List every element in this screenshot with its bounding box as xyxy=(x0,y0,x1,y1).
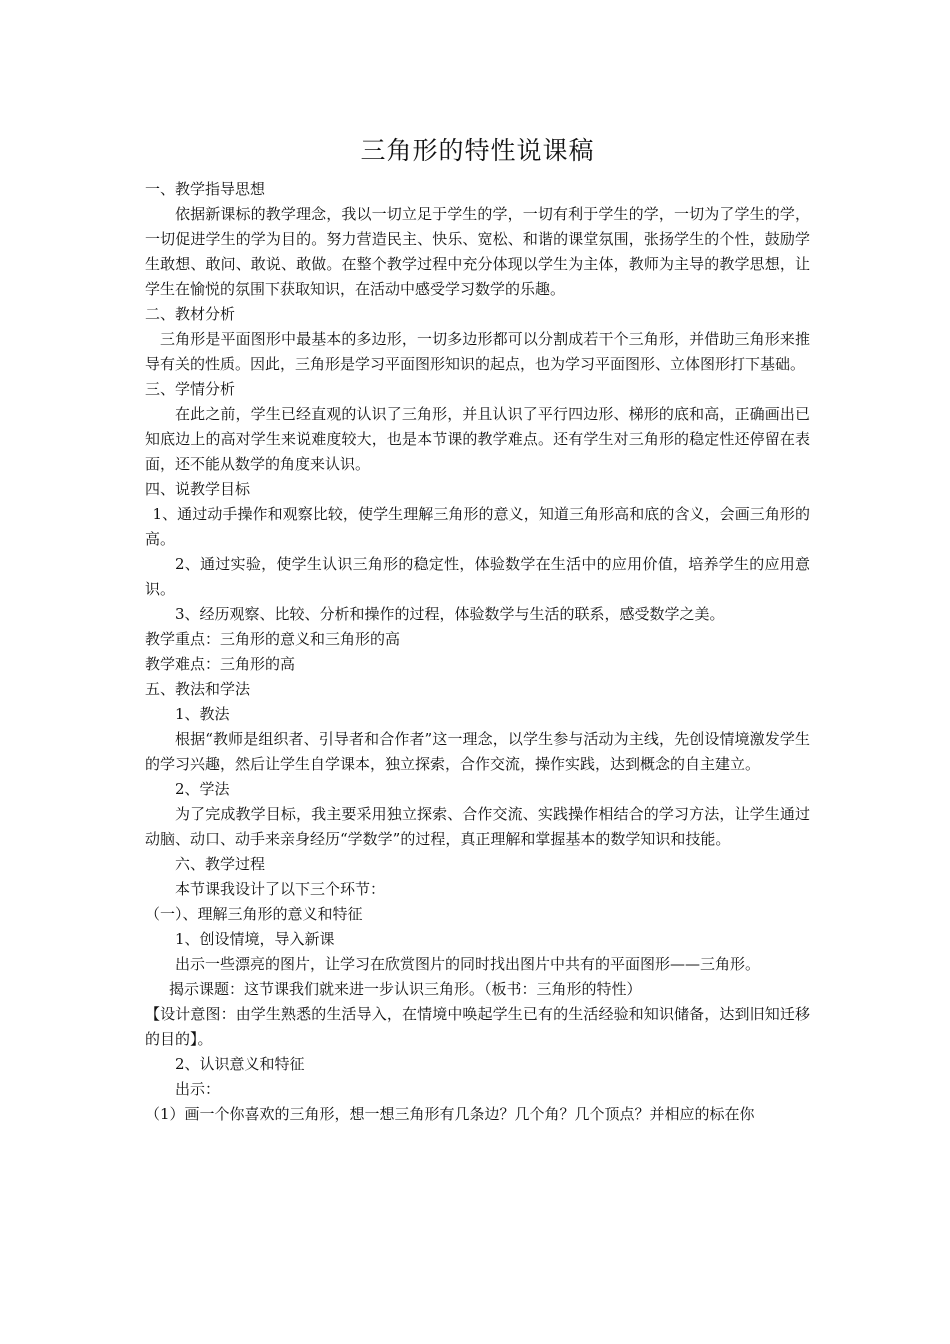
paragraph: 2、通过实验，使学生认识三角形的稳定性，体验数学在生活中的应用价值，培养学生的应用意识。 xyxy=(145,555,810,598)
subheading: （一）、理解三角形的意义和特征 xyxy=(145,905,363,923)
paragraph: 根据“教师是组织者、引导者和合作者”这一理念，以学生参与活动为主线，先创设情境激发学生的学习兴趣，然后让学生自学课本，独立探索，合作交流，操作实践，达到概念的自主建立。 xyxy=(145,730,810,773)
paragraph: （1）画一个你喜欢的三角形，想一想三角形有几条边？几个角？几个顶点？并相应的标在你 xyxy=(145,1105,755,1123)
paragraph: 出示： xyxy=(175,1080,221,1098)
document-title: 三角形的特性说课稿 xyxy=(360,136,595,165)
section-heading: 四、说教学目标 xyxy=(145,480,251,498)
paragraph: 在此之前，学生已经直观的认识了三角形，并且认识了平行四边形、梯形的底和高，正确画出已知底边上的高对学生来说难度较大，也是本节课的教学难点。还有学生对三角形的稳定性还停留在表面，还不能从数学的角度来认识。 xyxy=(145,405,810,473)
section-heading: 一、教学指导思想 xyxy=(145,180,266,198)
subheading: 1、创设情境，导入新课 xyxy=(175,930,335,948)
paragraph: 1、通过动手操作和观察比较，使学生理解三角形的意义，知道三角形高和底的含义，会画三角形的高。 xyxy=(145,505,810,548)
paragraph: 本节课我设计了以下三个环节： xyxy=(175,880,386,898)
subheading: 1、教法 xyxy=(175,705,230,723)
paragraph: 三角形是平面图形中最基本的多边形，一切多边形都可以分割成若干个三角形，并借助三角形来推导有关的性质。因此，三角形是学习平面图形知识的起点，也为学习平面图形、立体图形打下基础。 xyxy=(145,330,810,373)
section-heading: 五、教法和学法 xyxy=(145,680,251,698)
paragraph: 揭示课题：这节课我们就来进一步认识三角形。（板书：三角形的特性） xyxy=(169,980,642,998)
document-page xyxy=(145,133,810,1127)
difficult-point: 教学难点：三角形的高 xyxy=(145,655,296,673)
design-intent: 【设计意图：由学生熟悉的生活导入，在情境中唤起学生已有的生活经验和知识储备，达到旧知迁移的目的】。 xyxy=(145,1005,810,1048)
section-heading: 三、学情分析 xyxy=(145,380,236,398)
subheading: 2、认识意义和特征 xyxy=(175,1055,305,1073)
subheading: 2、学法 xyxy=(175,780,230,798)
paragraph: 依据新课标的教学理念，我以一切立足于学生的学，一切有利于学生的学，一切为了学生的学，一切促进学生的学为目的。努力营造民主、快乐、宽松、和谐的课堂氛围，张扬学生的个性，鼓励学生敢想、敢问、敢说、敢做。在整个教学过程中充分体现以学生为主体，教师为主导的教学思想，让学生在愉悦的氛围下获取知识，在活动中感受学习数学的乐趣。 xyxy=(145,205,810,298)
section-heading: 二、教材分析 xyxy=(145,305,236,323)
section-heading: 六、教学过程 xyxy=(175,855,266,873)
paragraph: 出示一些漂亮的图片，让学习在欣赏图片的同时找出图片中共有的平面图形——三角形。 xyxy=(175,955,761,973)
key-point: 教学重点：三角形的意义和三角形的高 xyxy=(145,630,401,648)
paragraph: 3、经历观察、比较、分析和操作的过程，体验数学与生活的联系，感受数学之美。 xyxy=(175,605,725,623)
paragraph: 为了完成教学目标，我主要采用独立探索、合作交流、实践操作相结合的学习方法，让学生通过动脑、动口、动手来亲身经历“学数学”的过程，真正理解和掌握基本的数学知识和技能。 xyxy=(145,805,810,848)
